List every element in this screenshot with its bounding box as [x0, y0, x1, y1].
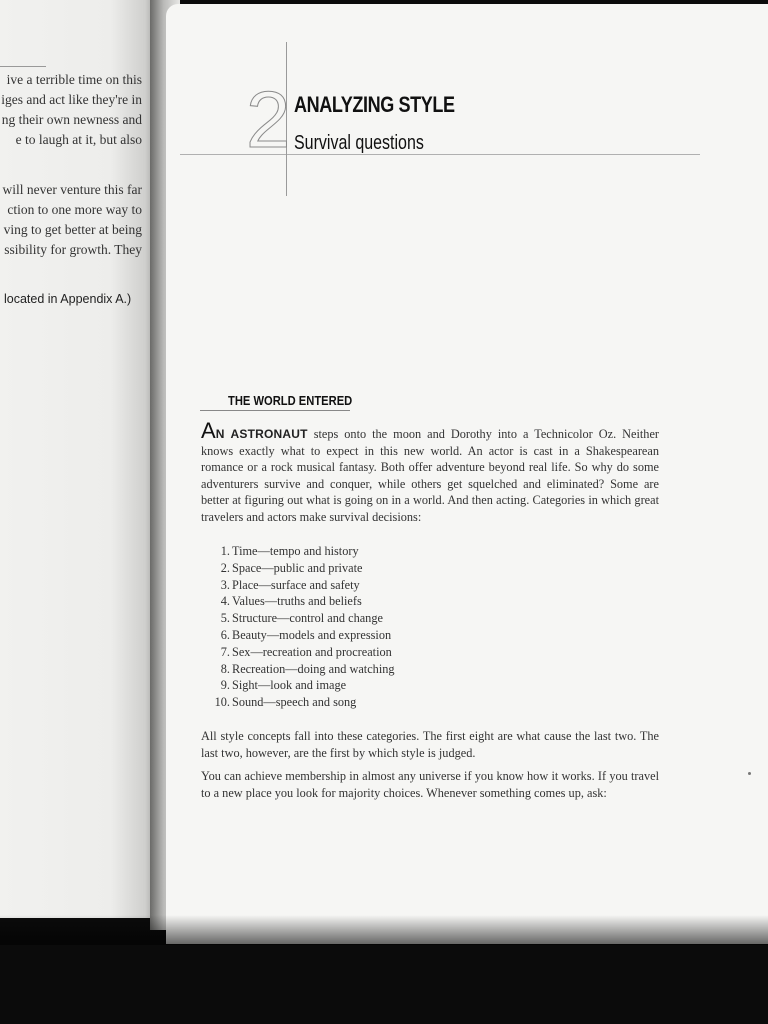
list-number: 10. [214, 695, 230, 710]
list-item [204, 662, 395, 679]
list-number: 2. [220, 560, 230, 575]
drop-cap: A [201, 418, 216, 443]
left-page-rule [0, 66, 46, 67]
list-number: 6. [220, 627, 230, 642]
list-number: 8. [220, 661, 230, 676]
page-speck [748, 772, 751, 775]
left-page-line: ction to one more way to [7, 202, 142, 217]
list-text: Space—public and private [232, 560, 363, 575]
membership-paragraph: You can achieve membership in almost any universe if you know how it works. If you travel to a new place you look for majority choices. Whenever something comes up, ask: [201, 769, 659, 800]
list-item [204, 678, 395, 695]
list-number: 3. [220, 577, 230, 592]
list-text: Recreation—doing and watching [232, 661, 395, 676]
left-page-line: ive a terrible time on this [6, 72, 142, 87]
list-item [204, 544, 395, 561]
list-number: 4. [220, 594, 230, 609]
left-page-line: e to laugh at it, but also [15, 132, 142, 147]
left-page-line: iges and act like they're in [1, 92, 142, 107]
list-item [204, 578, 395, 595]
list-text: Structure—control and change [232, 611, 383, 626]
intro-paragraph [201, 418, 659, 525]
list-item [204, 645, 395, 662]
chapter-subtitle: Survival questions [294, 132, 424, 154]
list-number: 9. [220, 678, 230, 693]
list-text: Sound—speech and song [232, 695, 357, 710]
list-number: 5. [220, 611, 230, 626]
section-heading: THE WORLD ENTERED [228, 393, 353, 408]
section-rule [200, 410, 350, 411]
categories-list [204, 544, 395, 712]
list-number: 7. [220, 644, 230, 659]
list-text: Values—truths and beliefs [232, 594, 362, 609]
list-item [204, 628, 395, 645]
left-page-line: ving to get better at being [3, 222, 142, 237]
intro-text: steps onto the moon and Dorothy into a Technicolor Oz. Neither knows exactly what to expect in this new world. An actor is cast in a Shakespearean romance or a rock musical fantasy. Both offer adventure beyond real life. So why do some adventurers survive and conquer, while others get squelched and eliminated? Some are better at figuring out what is going on in a world. And then acting. Categories in which great travelers and actors make survival decisions: [201, 427, 659, 524]
left-page-line: ng their own newness and [1, 112, 142, 127]
chapter-number: 2 [246, 75, 291, 164]
bottom-shadow [0, 915, 768, 945]
list-number: 1. [220, 544, 230, 558]
list-text: Sex—recreation and procreation [232, 644, 392, 659]
style-concepts-paragraph: All style concepts fall into these categories. The first eight are what cause the last two. The last two, however, are the first by which style is judged. [201, 729, 659, 760]
left-page [0, 0, 158, 918]
list-item [204, 611, 395, 628]
list-item [204, 561, 395, 578]
intro-smallcaps: N ASTRONAUT [215, 427, 308, 441]
list-item [204, 594, 395, 611]
appendix-note: located in Appendix A.) [4, 292, 132, 306]
chapter-title: ANALYZING STYLE [294, 92, 455, 117]
list-item [204, 695, 395, 712]
list-text: Beauty—models and expression [232, 627, 392, 642]
left-page-line: will never venture this far [2, 182, 142, 197]
list-text: Place—surface and safety [232, 577, 360, 592]
left-page-line: ssibility for growth. They [4, 242, 142, 257]
list-text: Time—tempo and history [232, 544, 359, 558]
list-text: Sight—look and image [232, 678, 347, 693]
